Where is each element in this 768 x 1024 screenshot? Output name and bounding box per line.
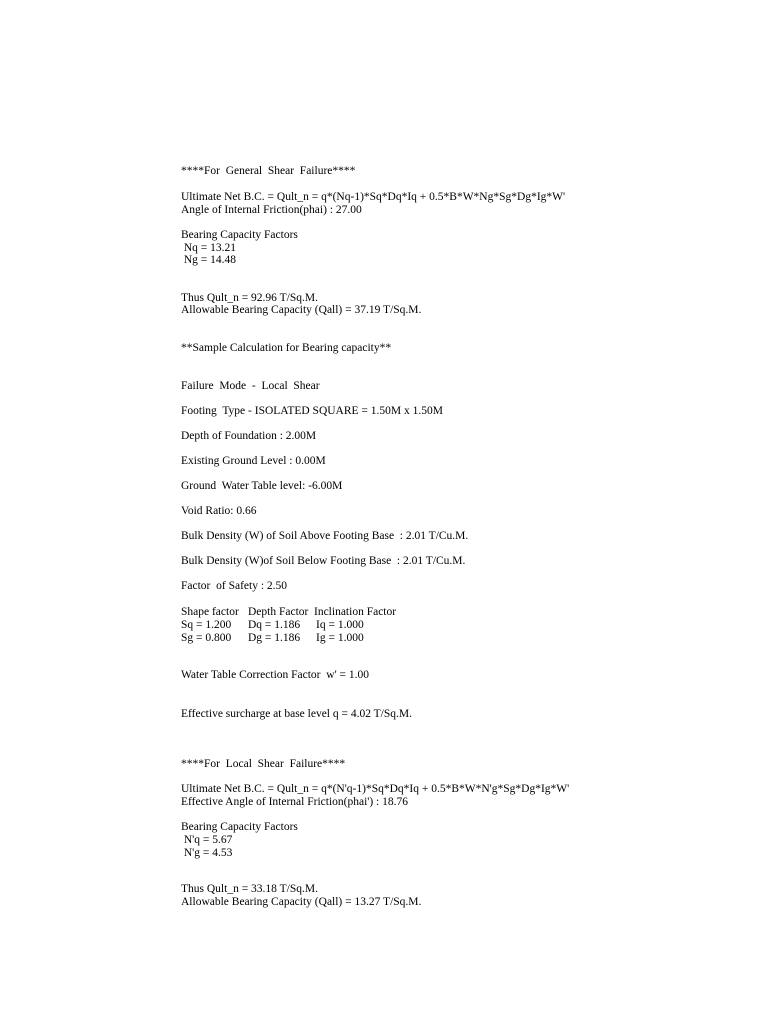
ground-water-table: Ground Water Table level: -6.00M	[181, 480, 343, 492]
factor-of-safety: Factor of Safety : 2.50	[181, 580, 288, 592]
table-header-shape: Shape factor	[181, 606, 239, 618]
void-ratio: Void Ratio: 0.66	[181, 505, 257, 517]
local-angle: Effective Angle of Internal Friction(phai') : 18.76	[181, 796, 409, 808]
effective-surcharge: Effective surcharge at base level q = 4.02 T/Sq.M.	[181, 708, 412, 720]
table-cell-sg: Sg = 0.800	[181, 632, 232, 644]
local-factors-title: Bearing Capacity Factors	[181, 821, 298, 833]
failure-mode: Failure Mode - Local Shear	[181, 380, 320, 392]
local-formula: Ultimate Net B.C. = Qult_n = q*(N'q-1)*Sq*Dq*Iq + 0.5*B*W*N'g*Sg*Dg*Ig*W'	[181, 783, 570, 795]
table-header-inclination: Inclination Factor	[314, 606, 397, 618]
table-cell-iq: Iq = 1.000	[316, 619, 364, 631]
foundation-depth: Depth of Foundation : 2.00M	[181, 430, 317, 442]
table-cell-sq: Sq = 1.200	[181, 619, 232, 631]
bulk-density-below: Bulk Density (W)of Soil Below Footing Base : 2.01 T/Cu.M.	[181, 555, 466, 567]
general-formula: Ultimate Net B.C. = Qult_n = q*(Nq-1)*Sq*Dq*Iq + 0.5*B*W*Ng*Sg*Dg*Ig*W'	[181, 191, 566, 203]
sample-heading: **Sample Calculation for Bearing capacity**	[181, 342, 392, 354]
general-factors-title: Bearing Capacity Factors	[181, 229, 298, 241]
water-table-correction: Water Table Correction Factor w' = 1.00	[181, 669, 370, 681]
bulk-density-above: Bulk Density (W) of Soil Above Footing Base : 2.01 T/Cu.M.	[181, 530, 469, 542]
existing-ground-level: Existing Ground Level : 0.00M	[181, 455, 326, 467]
table-cell-dq: Dq = 1.186	[248, 619, 301, 631]
local-ng: N'g = 4.53	[181, 847, 233, 859]
local-qult: Thus Qult_n = 33.18 T/Sq.M.	[181, 883, 318, 895]
general-qult: Thus Qult_n = 92.96 T/Sq.M.	[181, 292, 318, 304]
footing-type: Footing Type - ISOLATED SQUARE = 1.50M x 1.50M	[181, 405, 443, 417]
general-qall: Allowable Bearing Capacity (Qall) = 37.19 T/Sq.M.	[181, 304, 422, 316]
local-nq: N'q = 5.67	[181, 834, 233, 846]
table-cell-dg: Dg = 1.186	[248, 632, 301, 644]
general-nq: Nq = 13.21	[181, 242, 237, 254]
general-angle: Angle of Internal Friction(phai) : 27.00	[181, 204, 362, 216]
local-qall: Allowable Bearing Capacity (Qall) = 13.27 T/Sq.M.	[181, 896, 422, 908]
general-ng: Ng = 14.48	[181, 254, 237, 266]
general-shear-heading: ****For General Shear Failure****	[181, 165, 356, 177]
local-shear-heading: ****For Local Shear Failure****	[181, 758, 346, 770]
table-cell-ig: Ig = 1.000	[316, 632, 364, 644]
table-header-depth: Depth Factor	[248, 606, 309, 618]
